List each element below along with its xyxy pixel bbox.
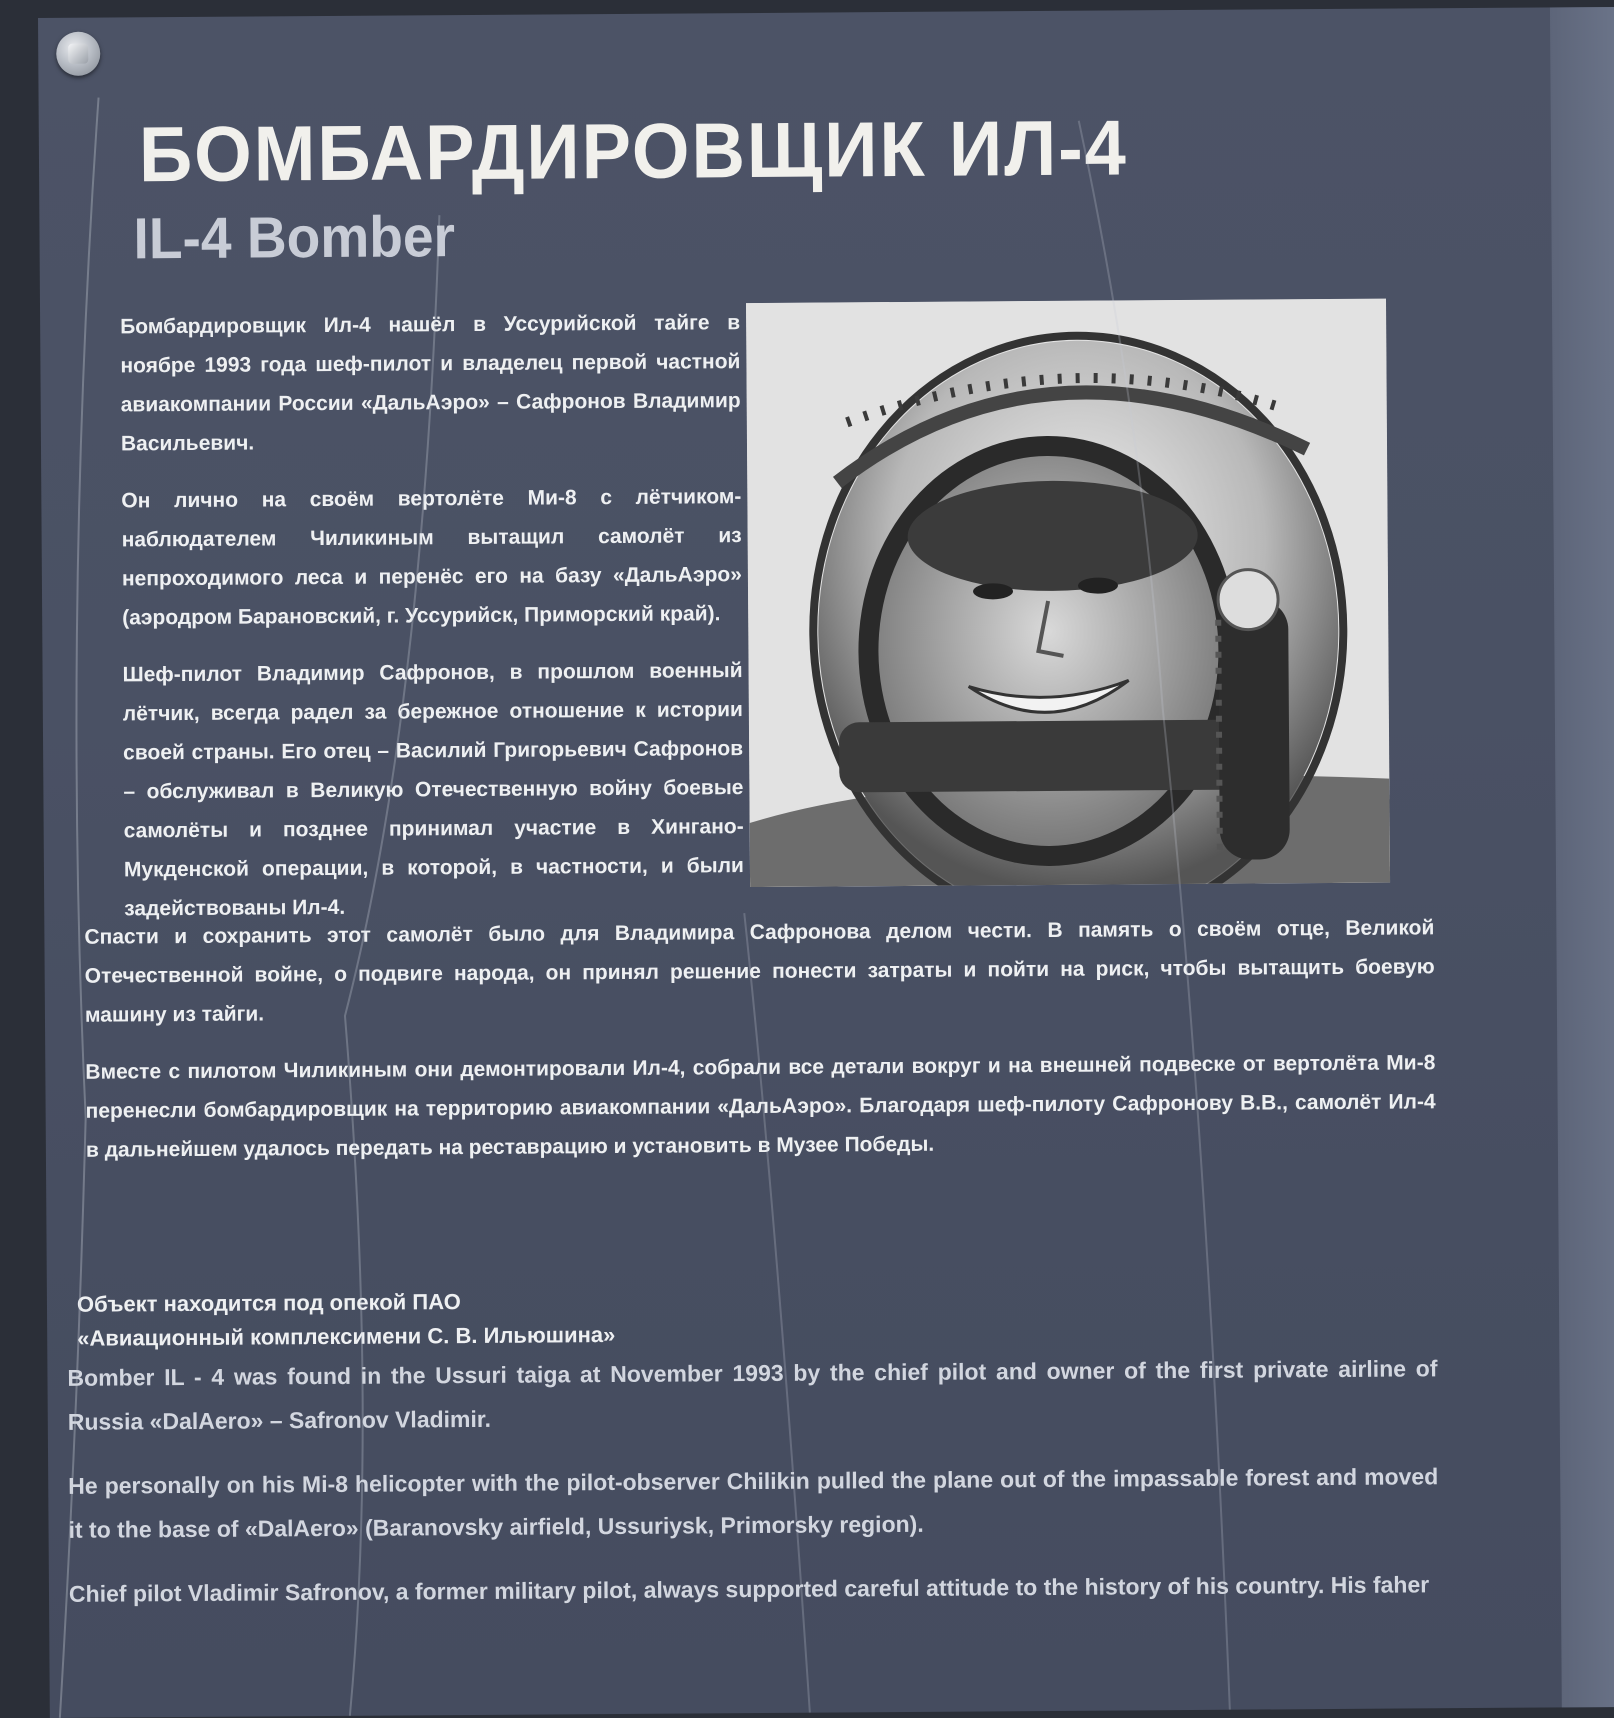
ru-paragraph: Шеф-пилот Владимир Сафронов, в прошлом военный лётчик, всегда радел за бережное отношение к истории своей страны. Его отец – Василий Григорьевич Сафронов – обслуживал в Великую Отечественную войну боевые самолёты и позднее принимал участие в Хингано-Мукденской операции, в которой, в частности, и были задействованы Ил-4.	[122, 659, 745, 921]
en-paragraph: Chief pilot Vladimir Safronov, a former military pilot, always supported careful attitude to the history of his country. His faher	[68, 1571, 1430, 1607]
russian-full-column	[84, 908, 1436, 1187]
pilot-portrait-photo	[746, 299, 1390, 887]
russian-left-column	[120, 303, 744, 946]
en-paragraph: Bomber IL - 4 was found in the Ussuri taiga at November 1993 by the chief pilot and owner of the first private airline of Russia «DalAero» – Safronov Vladimir.	[67, 1355, 1438, 1435]
custody-note-line: Объект находится под опекой ПАО	[76, 1289, 461, 1317]
ru-paragraph: Вместе с пилотом Чиликиным они демонтировали Ил-4, собрали все детали вокруг и на внешней подвеске от вертолёта Ми-8 перенесли бомбардировщик на территорию авиакомпании «ДальАэро». Благодаря шеф-пилоту Сафронову В.В., самолёт Ил-4 в дальнейшем удалось передать на реставрацию и установить в Музее Победы.	[85, 1051, 1436, 1162]
sign-edge	[1550, 7, 1614, 1707]
bolt-icon	[56, 32, 100, 76]
custody-note	[77, 1283, 777, 1356]
ru-paragraph: Бомбардировщик Ил-4 нашёл в Уссурийской тайге в ноябре 1993 года шеф-пилот и владелец первой частной авиакомпании России «ДальАэро» – Сафронов Владимир Васильевич.	[120, 311, 741, 456]
english-column	[67, 1346, 1439, 1636]
pilot-helmet-image	[746, 299, 1390, 887]
ru-paragraph: Спасти и сохранить этот самолёт было для Владимира Сафронова делом чести. В память о своём отце, Великой Отечественной войне, о подвиге народа, он принял решение понести затраты и пойти на риск, чтобы вытащить боевую машину из тайги.	[84, 916, 1435, 1027]
title-russian: БОМБАРДИРОВЩИК ИЛ-4	[138, 103, 1129, 199]
info-sign	[38, 7, 1614, 1718]
title-english: IL-4 Bomber	[133, 204, 456, 272]
custody-note-line: «Авиационный комплексимени С. В. Ильюшина»	[77, 1322, 616, 1351]
en-paragraph: He personally on his Mi-8 helicopter with the pilot-observer Chilikin pulled the plane out of the impassable forest and moved it to the base of «DalAero» (Baranovsky airfield, Ussuriysk, Primorsky region).	[68, 1463, 1439, 1543]
ru-paragraph: Он лично на своём вертолёте Ми-8 с лётчиком-наблюдателем Чиликиным вытащил самолёт из непроходимого леса и перенёс его на базу «ДальАэро» (аэродром Барановский, г. Уссурийск, Приморский край).	[121, 485, 742, 630]
